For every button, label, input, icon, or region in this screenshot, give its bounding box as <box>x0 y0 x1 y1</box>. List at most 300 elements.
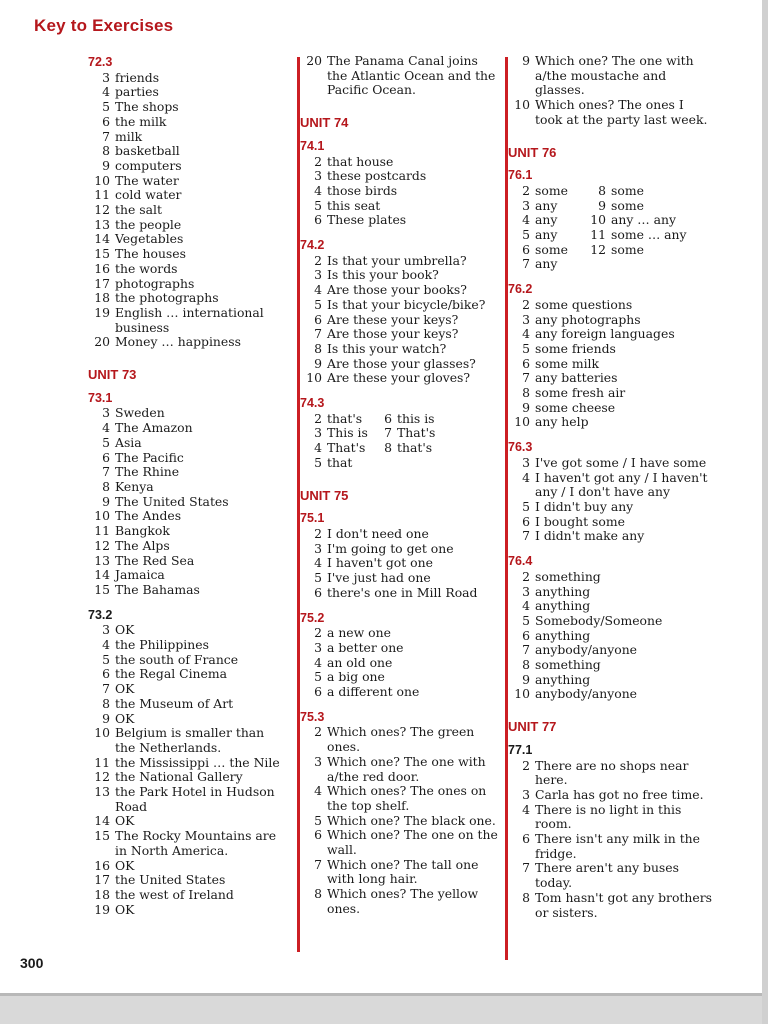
answer-number: 5 <box>102 651 110 667</box>
answer-text: parties <box>115 84 159 100</box>
answer-number: 4 <box>522 212 530 228</box>
answer-number: 3 <box>314 540 322 556</box>
answer-text: The Alps <box>115 537 170 553</box>
answer-text: the photographs <box>115 290 219 306</box>
answer-number: 6 <box>314 311 322 327</box>
answer-text: anybody/anyone <box>535 642 638 658</box>
answer-item <box>508 614 713 629</box>
answer-item <box>88 653 288 668</box>
answer-text: anybody/anyone <box>535 686 638 702</box>
answer-item <box>300 327 500 342</box>
answer-number: 4 <box>314 282 322 298</box>
answer-number: 5 <box>314 570 322 586</box>
answer-number: 4 <box>314 654 322 670</box>
answer-number: 14 <box>94 567 110 583</box>
answer-item <box>88 638 288 653</box>
answer-text: Are these your keys? <box>327 311 459 327</box>
answer-item <box>508 257 584 272</box>
answer-number: 6 <box>314 684 322 700</box>
answer-item <box>300 641 500 656</box>
answer-item <box>300 626 500 641</box>
answer-text: some cheese <box>535 399 616 415</box>
answer-text: Which one? The one with a/the red door. <box>327 753 486 784</box>
answer-item <box>300 685 500 700</box>
answer-text: The Pacific <box>115 449 184 465</box>
answer-item <box>300 456 370 471</box>
answer-number: 6 <box>522 355 530 371</box>
exercise-block <box>88 608 288 918</box>
exercise-number: 76.1 <box>508 168 533 183</box>
answer-text: any <box>535 212 558 228</box>
answer-text: some fresh air <box>535 385 626 401</box>
answer-text: Is that your bicycle/bike? <box>327 296 486 312</box>
exercise-number: 72.3 <box>88 55 113 69</box>
answer-item <box>300 542 500 557</box>
answer-item <box>508 342 713 357</box>
answer-text: Which ones? The ones on the top shelf. <box>327 783 487 813</box>
answer-number: 3 <box>314 753 322 769</box>
answer-item <box>508 228 584 243</box>
answer-grid-column <box>508 184 584 272</box>
answer-number: 8 <box>314 886 322 902</box>
answer-text: Which one? The one with a/the moustache and glasses. <box>535 53 694 98</box>
answer-text: Is this your watch? <box>327 340 447 356</box>
answer-number: 3 <box>522 311 530 327</box>
answer-text: The Amazon <box>115 420 193 436</box>
answer-number: 2 <box>314 625 322 641</box>
answer-number: 5 <box>314 812 322 828</box>
answer-number: 7 <box>384 425 392 441</box>
answer-item <box>88 524 288 539</box>
answer-number: 20 <box>306 53 322 68</box>
answer-text: some … any <box>611 227 687 243</box>
answer-item <box>300 298 500 313</box>
answer-item <box>508 643 713 658</box>
answer-grid <box>300 412 500 471</box>
answer-text: Bangkok <box>115 523 170 539</box>
answer-number: 7 <box>102 681 110 697</box>
answer-text: any … any <box>611 212 677 228</box>
answer-text: some friends <box>535 340 616 356</box>
answer-number: 8 <box>314 340 322 356</box>
answer-item <box>584 199 704 214</box>
answer-text: photographs <box>115 275 195 291</box>
exercise-block <box>300 54 500 98</box>
answer-item <box>370 412 490 427</box>
answer-item <box>300 571 500 586</box>
exercise-number: 73.1 <box>88 390 113 405</box>
answer-item <box>88 697 288 712</box>
answer-text: There isn't any milk in the fridge. <box>535 831 700 861</box>
unit-heading: UNIT 75 <box>300 487 349 503</box>
answer-number: 12 <box>94 537 110 553</box>
answer-text: the United States <box>115 872 226 888</box>
answer-number: 15 <box>94 828 110 844</box>
answer-item <box>88 770 288 785</box>
answer-number: 17 <box>94 872 110 888</box>
answer-number: 4 <box>102 637 110 653</box>
answer-number: 7 <box>314 856 322 872</box>
answer-item <box>88 726 288 755</box>
answer-text: The houses <box>115 246 186 262</box>
answer-item <box>508 456 713 471</box>
answer-item <box>88 903 288 918</box>
answer-text: Money … happiness <box>115 334 241 350</box>
answer-text: OK <box>115 901 135 917</box>
answer-item <box>300 169 500 184</box>
answer-number: 3 <box>102 69 110 85</box>
answer-number: 3 <box>102 622 110 638</box>
answer-text: There aren't any buses today. <box>535 860 679 891</box>
answer-number: 9 <box>522 53 530 68</box>
answer-number: 5 <box>314 296 322 312</box>
answer-text: Asia <box>115 434 142 450</box>
answer-text: Are those your books? <box>327 282 467 298</box>
answer-text: Is that your umbrella? <box>327 252 467 268</box>
answer-item <box>584 184 704 199</box>
answer-column-1 <box>88 55 288 917</box>
answer-text: OK <box>115 622 135 638</box>
answer-number: 14 <box>94 231 110 247</box>
answer-item <box>508 298 713 313</box>
answer-text: There are no shops near here. <box>535 757 689 788</box>
answer-number: 4 <box>522 598 530 614</box>
answer-item <box>508 357 713 372</box>
answer-item <box>300 268 500 283</box>
answer-item <box>508 803 713 832</box>
answer-number: 4 <box>314 555 322 571</box>
answer-number: 10 <box>306 370 322 386</box>
answer-number: 8 <box>522 385 530 401</box>
answer-number: 9 <box>314 355 322 371</box>
answer-text: I haven't got one <box>327 555 433 571</box>
answer-number: 3 <box>522 786 530 802</box>
answer-number: 2 <box>314 724 322 740</box>
answer-item <box>300 371 500 386</box>
answer-item <box>88 480 288 495</box>
answer-item <box>88 188 288 203</box>
answer-number: 3 <box>314 168 322 184</box>
answer-item <box>508 515 713 530</box>
answer-number: 8 <box>522 657 530 673</box>
answer-item <box>88 335 288 350</box>
answer-item <box>88 71 288 86</box>
answer-text: the Park Hotel in Hudson Road <box>115 784 275 814</box>
answer-item <box>300 556 500 571</box>
answer-item <box>300 828 500 857</box>
exercise-block <box>300 611 500 700</box>
answer-number: 7 <box>522 256 530 272</box>
answer-item <box>88 814 288 829</box>
answer-number: 3 <box>314 425 322 441</box>
answer-item <box>300 313 500 328</box>
answer-number: 3 <box>102 405 110 421</box>
answer-item <box>508 891 713 920</box>
answer-item <box>300 755 500 784</box>
answer-item <box>88 85 288 100</box>
page-bottom-edge <box>0 996 768 1024</box>
answer-item <box>88 436 288 451</box>
answer-item <box>88 100 288 115</box>
answer-text: something <box>535 568 601 584</box>
answer-item <box>88 144 288 159</box>
page-right-edge <box>762 0 768 1024</box>
answer-item <box>300 254 500 269</box>
answer-number: 6 <box>102 449 110 465</box>
answer-number: 11 <box>94 523 110 539</box>
unit-heading: UNIT 73 <box>88 367 137 383</box>
answer-item <box>88 756 288 771</box>
answer-item <box>88 115 288 130</box>
answer-number: 12 <box>94 202 110 218</box>
exercise-number: 76.4 <box>508 554 533 569</box>
answer-text: The Bahamas <box>115 581 200 597</box>
answer-grid-column <box>300 412 370 471</box>
answer-text: computers <box>115 157 182 173</box>
answer-item <box>508 213 584 228</box>
answer-number: 4 <box>102 420 110 436</box>
answer-item <box>88 495 288 510</box>
answer-number: 13 <box>94 216 110 232</box>
answer-item <box>300 441 370 456</box>
answer-text: the south of France <box>115 651 239 667</box>
answer-number: 7 <box>522 642 530 658</box>
answer-item <box>88 539 288 554</box>
answer-text: some <box>535 241 568 257</box>
answer-text: cold water <box>115 187 182 203</box>
answer-item <box>300 725 500 754</box>
answer-item <box>508 673 713 688</box>
answer-text: the Regal Cinema <box>115 666 228 682</box>
answer-text: an old one <box>327 654 393 670</box>
answer-number: 9 <box>522 671 530 687</box>
answer-number: 7 <box>314 326 322 342</box>
answer-item <box>508 371 713 386</box>
answer-item <box>508 658 713 673</box>
answer-item <box>88 554 288 569</box>
answer-number: 5 <box>102 99 110 115</box>
answer-text: Which ones? The yellow ones. <box>327 886 479 916</box>
answer-item <box>300 155 500 170</box>
exercise-block <box>88 55 288 350</box>
answer-number: 4 <box>522 326 530 342</box>
answer-item <box>508 386 713 401</box>
answer-number: 6 <box>314 827 322 843</box>
answer-text: any <box>535 256 558 272</box>
exercise-number: 75.1 <box>300 511 325 526</box>
answer-number: 2 <box>314 252 322 268</box>
answer-number: 18 <box>94 290 110 306</box>
answer-item <box>584 213 704 228</box>
answer-number: 8 <box>598 182 606 198</box>
exercise-number: 74.1 <box>300 138 325 153</box>
answer-number: 8 <box>102 695 110 711</box>
answer-text: something <box>535 657 601 673</box>
answer-number: 12 <box>94 769 110 785</box>
answer-item <box>88 218 288 233</box>
answer-text: Are these your gloves? <box>327 370 471 386</box>
answer-grid-column <box>584 184 704 272</box>
answer-item <box>508 401 713 416</box>
answer-text: I don't need one <box>327 525 429 541</box>
answer-number: 2 <box>314 153 322 169</box>
answer-number: 6 <box>522 241 530 257</box>
answer-number: 10 <box>590 212 606 228</box>
answer-item <box>508 415 713 430</box>
answer-item <box>88 130 288 145</box>
answer-text: a different one <box>327 684 420 700</box>
answer-number: 11 <box>94 754 110 770</box>
answer-number: 16 <box>94 857 110 873</box>
exercise-block <box>508 282 713 430</box>
answer-item <box>88 262 288 277</box>
answer-item <box>300 656 500 671</box>
page-title: Key to Exercises <box>34 16 174 35</box>
answer-number: 2 <box>314 525 322 541</box>
answer-item <box>508 184 584 199</box>
answer-text: OK <box>115 857 135 873</box>
answer-number: 18 <box>94 886 110 902</box>
answer-item <box>88 623 288 638</box>
answer-item <box>584 228 704 243</box>
answer-text: any foreign languages <box>535 326 675 342</box>
answer-text: I haven't got any / I haven't any / I don't have any <box>535 469 708 500</box>
answer-text: there's one in Mill Road <box>327 584 478 600</box>
answer-item <box>88 291 288 306</box>
answer-number: 5 <box>522 227 530 243</box>
answer-number: 5 <box>522 498 530 514</box>
answer-number: 5 <box>102 434 110 450</box>
answer-text: some questions <box>535 296 633 312</box>
answer-number: 6 <box>522 627 530 643</box>
answer-number: 4 <box>314 440 322 456</box>
answer-number: 8 <box>384 440 392 456</box>
answer-text: some <box>535 182 568 198</box>
answer-number: 6 <box>384 410 392 426</box>
answer-item <box>300 357 500 372</box>
answer-item <box>508 599 713 614</box>
answer-number: 12 <box>590 241 606 257</box>
exercise-block <box>508 440 713 544</box>
answer-text: Sweden <box>115 405 165 421</box>
answer-number: 5 <box>314 454 322 470</box>
answer-column-3 <box>508 54 713 920</box>
answer-number: 7 <box>102 464 110 480</box>
answer-number: 6 <box>314 212 322 228</box>
answer-item <box>508 54 713 98</box>
answer-text: the Philippines <box>115 637 209 653</box>
answer-text: OK <box>115 813 135 829</box>
answer-text: anything <box>535 583 591 599</box>
answer-item <box>300 426 370 441</box>
answer-text: anything <box>535 627 591 643</box>
answer-item <box>508 570 713 585</box>
answer-text: this seat <box>327 197 381 213</box>
answer-item <box>300 54 500 98</box>
answer-text: that house <box>327 153 394 169</box>
answer-item <box>300 213 500 228</box>
answer-item <box>508 687 713 702</box>
answer-item <box>300 283 500 298</box>
exercise-number: 73.2 <box>88 607 113 622</box>
answer-text: some <box>611 197 644 213</box>
answer-number: 10 <box>94 508 110 524</box>
answer-number: 7 <box>522 370 530 386</box>
unit-heading: UNIT 77 <box>508 719 557 735</box>
answer-item <box>88 873 288 888</box>
exercise-block <box>300 139 500 228</box>
answer-text: the Museum of Art <box>115 695 234 711</box>
answer-text: Are those your glasses? <box>327 355 476 371</box>
answer-number: 3 <box>522 197 530 213</box>
exercise-number: 76.2 <box>508 282 533 297</box>
answer-text: some <box>611 241 644 257</box>
answer-number: 2 <box>522 568 530 584</box>
answer-number: 10 <box>94 172 110 188</box>
answer-text: The Panama Canal joins the Atlantic Ocean and the Pacific Ocean. <box>327 53 496 98</box>
answer-number: 20 <box>94 334 110 350</box>
answer-number: 2 <box>522 296 530 312</box>
answer-text: anything <box>535 598 591 614</box>
answer-text: a new one <box>327 625 391 641</box>
answer-text: That's <box>327 440 366 456</box>
answer-item <box>584 243 704 258</box>
answer-item <box>300 184 500 199</box>
answer-number: 4 <box>314 783 322 799</box>
answer-number: 17 <box>94 275 110 291</box>
exercise-block <box>300 710 500 917</box>
answer-text: Which ones? The green ones. <box>327 724 475 755</box>
answer-text: some <box>611 182 644 198</box>
exercise-block <box>300 396 500 471</box>
answer-text: that <box>327 454 353 470</box>
answer-text: Jamaica <box>115 567 165 583</box>
answer-number: 14 <box>94 813 110 829</box>
answer-item <box>88 277 288 292</box>
answer-text: the people <box>115 216 182 232</box>
answer-text: These plates <box>327 212 407 228</box>
answer-item <box>88 451 288 466</box>
exercise-block <box>508 554 713 702</box>
answer-item <box>508 759 713 788</box>
answer-number: 4 <box>522 801 530 817</box>
answer-text: I've got some / I have some <box>535 454 707 470</box>
answer-item <box>88 174 288 189</box>
answer-number: 13 <box>94 784 110 800</box>
answer-number: 2 <box>314 410 322 426</box>
answer-number: 15 <box>94 246 110 262</box>
answer-item <box>88 306 288 335</box>
answer-number: 2 <box>522 182 530 198</box>
answer-text: this is <box>397 410 435 426</box>
answer-item <box>508 529 713 544</box>
answer-text: that's <box>397 440 433 456</box>
answer-number: 9 <box>102 710 110 726</box>
answer-item <box>300 858 500 887</box>
answer-text: milk <box>115 128 143 144</box>
answer-number: 9 <box>522 399 530 415</box>
answer-item <box>300 586 500 601</box>
answer-text: some milk <box>535 355 600 371</box>
answer-text: OK <box>115 710 135 726</box>
exercise-number: 75.2 <box>300 610 325 625</box>
answer-text: The United States <box>115 493 229 509</box>
answer-text: Carla has got no free time. <box>535 786 704 802</box>
answer-text: The Red Sea <box>115 552 195 568</box>
answer-number: 9 <box>598 197 606 213</box>
exercise-block <box>300 511 500 600</box>
answer-text: Tom hasn't got any brothers or sisters. <box>535 889 712 920</box>
